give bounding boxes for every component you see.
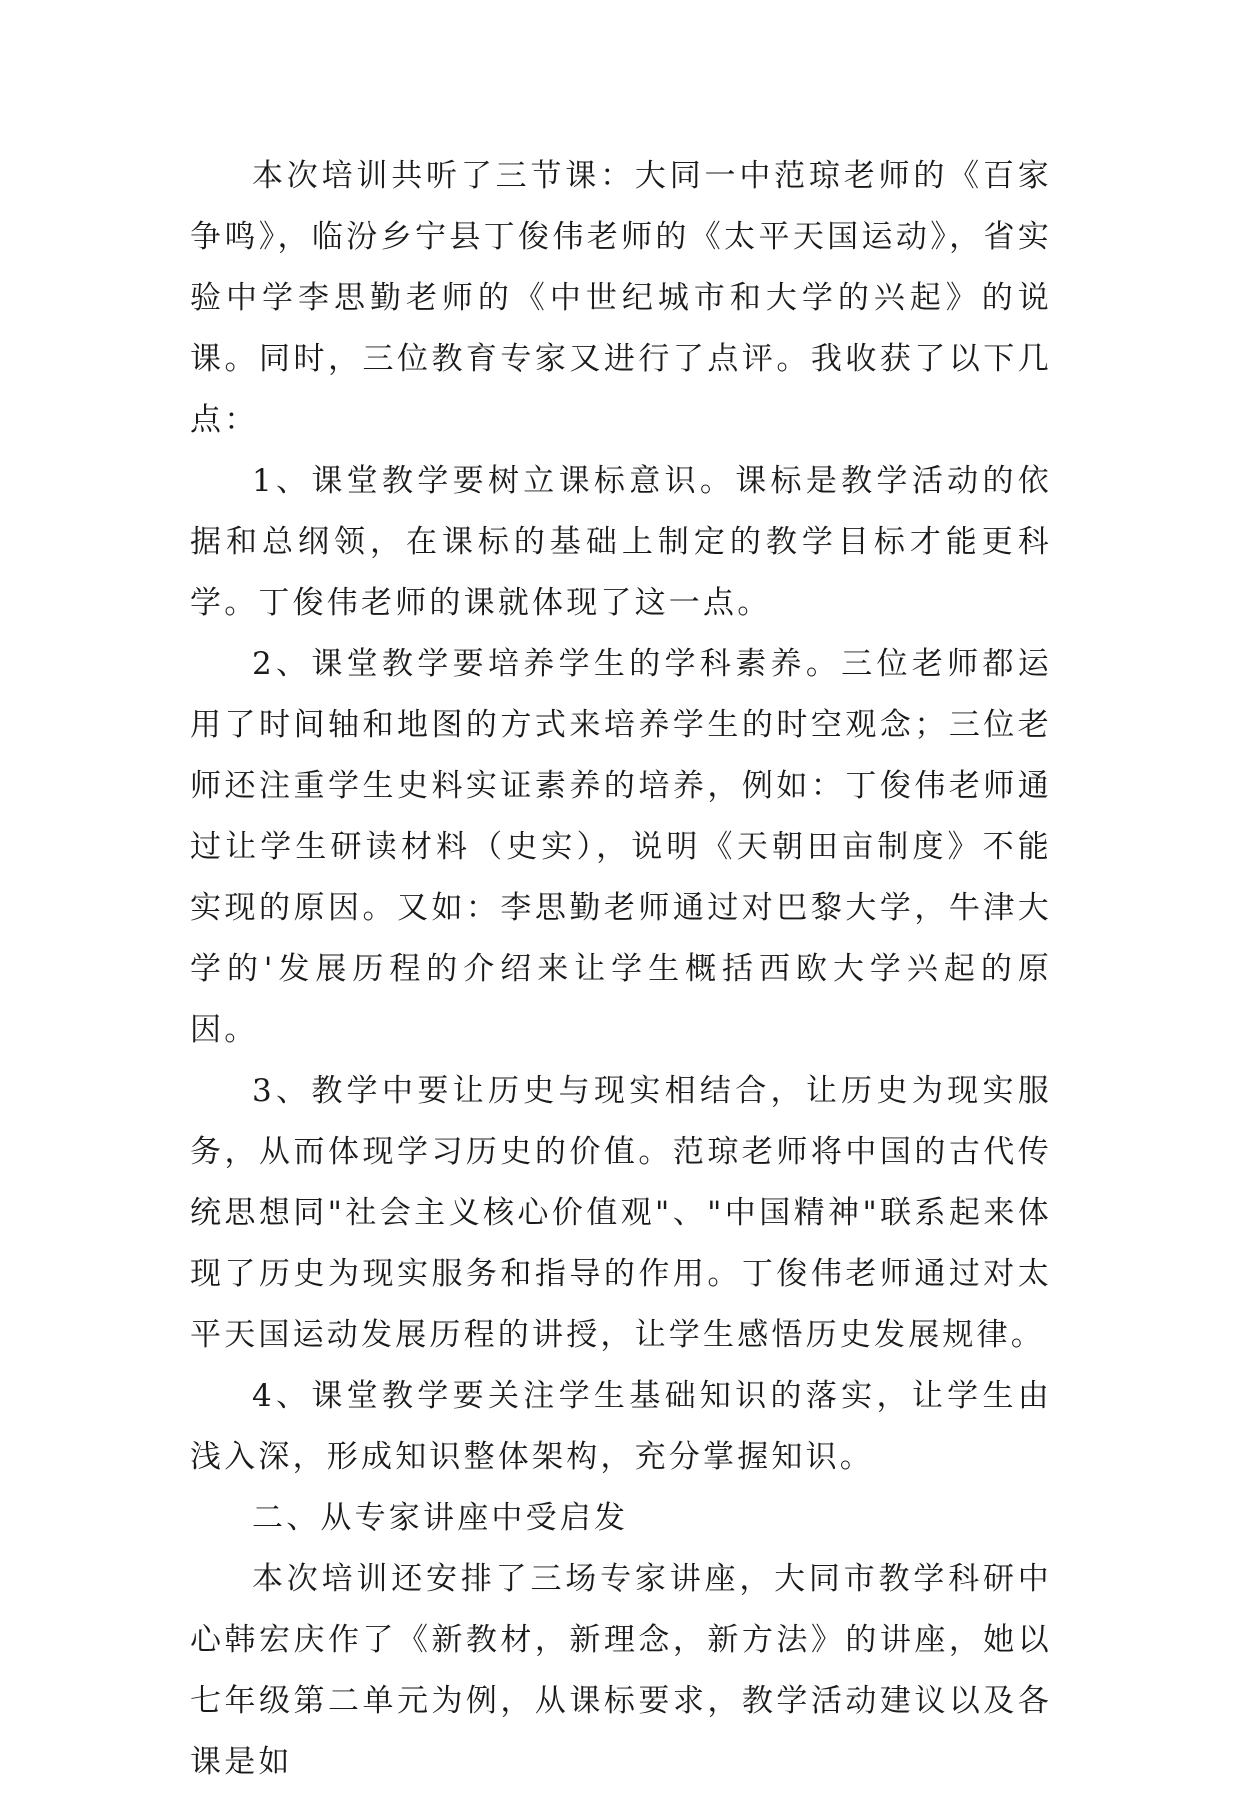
paragraph-point-4: 4、课堂教学要关注学生基础知识的落实，让学生由浅入深，形成知识整体架构，充分掌握知识。 — [190, 1378, 1052, 1475]
paragraph-point-2: 2、课堂教学要培养学生的学科素养。三位老师都运用了时间轴和地图的方式来培养学生的时空观念；三位老师还注重学生史料实证素养的培养，例如：丁俊伟老师通过让学生研读材料（史实），说明《天朝田亩制度》不能实现的原因。又如：李思勤老师通过对巴黎大学，牛津大学的'发展历程的介绍来让学生概括西欧大学兴起的原因。 — [190, 646, 1052, 1048]
paragraph-point-1: 1、课堂教学要树立课标意识。课标是教学活动的依据和总纲领，在课标的基础上制定的教学目标才能更科学。丁俊伟老师的课就体现了这一点。 — [190, 463, 1052, 621]
document-page — [190, 146, 1052, 1793]
section-heading: 二、从专家讲座中受启发 — [252, 1500, 629, 1536]
paragraph-lectures: 本次培训还安排了三场专家讲座，大同市教学科研中心韩宏庆作了《新教材，新理念，新方法》的讲座，她以七年级第二单元为例，从课标要求，教学活动建议以及各课是如 — [190, 1561, 1052, 1780]
paragraph-point-3: 3、教学中要让历史与现实相结合，让历史为现实服务，从而体现学习历史的价值。范琼老师将中国的古代传统思想同"社会主义核心价值观"、"中国精神"联系起来体现了历史为现实服务和指导的作用。丁俊伟老师通过对太平天国运动发展历程的讲授，让学生感悟历史发展规律。 — [190, 1073, 1052, 1353]
paragraph-intro: 本次培训共听了三节课：大同一中范琼老师的《百家争鸣》，临汾乡宁县丁俊伟老师的《太平天国运动》，省实验中学李思勤老师的《中世纪城市和大学的兴起》的说课。同时，三位教育专家又进行了点评。我收获了以下几点： — [190, 158, 1052, 438]
